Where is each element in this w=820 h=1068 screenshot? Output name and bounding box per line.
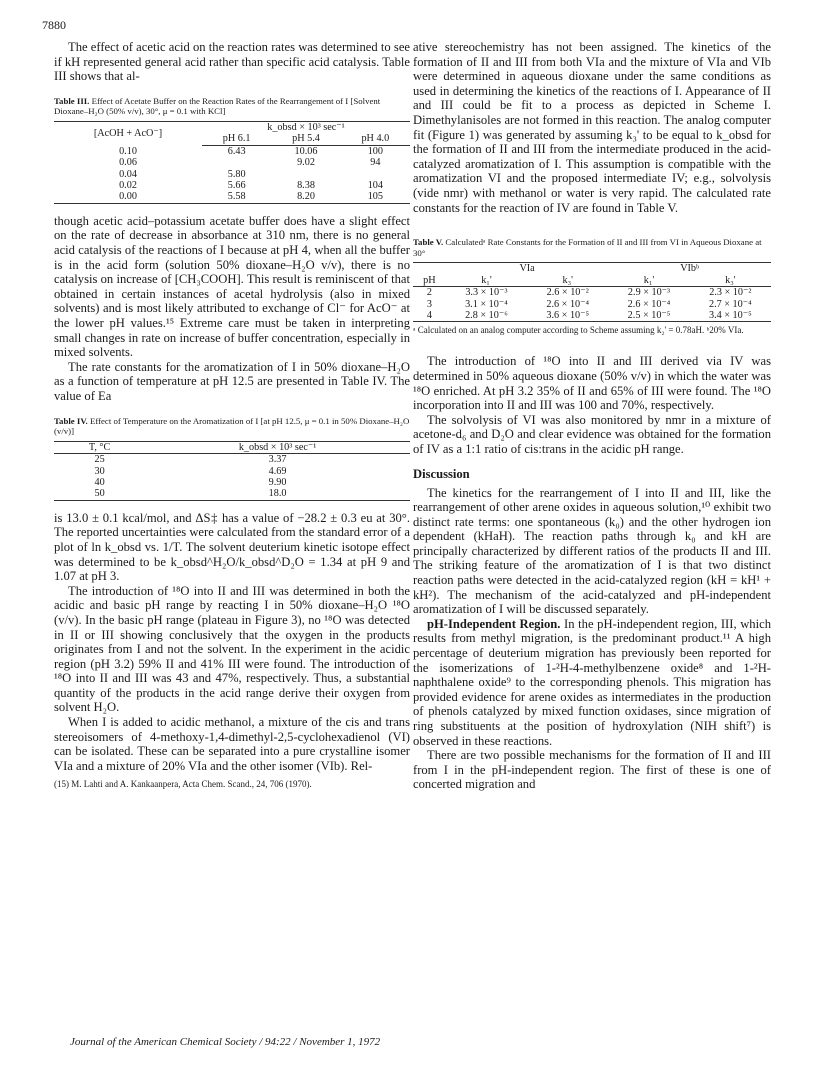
table-row [54,454,410,466]
cell: 3 [426,298,432,310]
table-header: k₁' [608,275,689,287]
cell [202,157,271,168]
table-row [54,477,410,488]
table-header: pH [413,275,446,287]
table-header [413,263,446,275]
table-header: k_obsd × 10³ sec⁻¹ [145,441,410,453]
table-v [413,262,771,322]
table-label: Table IV. [54,415,88,426]
paragraph [413,617,771,748]
table-header: pH 4.0 [341,133,410,145]
paragraph: When I is added to acidic methanol, a mixture of the cis and trans stereoisomers of 4-methoxy-1,4-dimethyl-2,5-cyclohexadienol (VI) can be isolated. These can be separated into a pure crystalline isomer VIa and a mixture of 20% VIa and the other isomer (VIb). Rel- [54,715,410,773]
cell: 4.69 [268,465,287,477]
cell: 2.5 × 10⁻⁵ [627,309,671,321]
table-iii-caption [54,96,410,117]
cell: 3.1 × 10⁻⁴ [465,298,508,310]
table-header: T, °C [54,441,145,453]
table-iii [54,121,410,204]
cell: 25 [94,454,105,466]
table-row [54,157,410,168]
table-row [413,299,771,310]
cell: 2 [426,287,432,299]
cell: 3.4 × 10⁻⁵ [708,309,752,321]
cell: 4 [426,309,432,321]
paragraph-text: In the pH-independent region, III, which results from methyl migration, is the predominant product.¹¹ A high percentage of deuterium migration has previously been reported for the isomerizations of 1-²H-4-methylbenzene oxide⁸ and 1-²H-naphthalene oxide⁹ to the corresponding phenols. This migration has provided evidence for arene oxides as intermediates in the production of phenols catalyzed by mixed function oxidases, since migration of ring substituents at the position of hydroxylation (NIH shift⁷) is observed in these reactions. [413,616,771,748]
section-heading: Discussion [413,466,470,481]
cell: 3.3 × 10⁻³ [465,287,508,299]
cell: 9.90 [268,476,287,488]
page-number: 7880 [42,18,66,32]
cell: 40 [94,476,105,488]
cell: 104 [367,180,383,191]
table-iv [54,441,410,501]
cell: 0.06 [119,157,137,169]
cell: 0.04 [119,168,137,180]
cell: 50 [94,488,105,500]
cell: 5.66 [227,180,246,191]
cell [341,169,410,180]
paragraph: There are two possible mechanisms for the formation of II and III from I in the pH-independent region. The first of these is one of concerted migration and [413,748,771,792]
table-row [54,180,410,191]
cell: 5.80 [227,168,246,180]
paragraph: The rate constants for the aromatization of I in 50% dioxane–H₂O as a function of temperature at pH 12.5 are presented in Table IV. The value of Ea [54,359,410,403]
table-iv-caption [54,416,410,437]
cell: 3.37 [268,454,287,466]
table-row [54,488,410,500]
paragraph: though acetic acid–potassium acetate buffer does have a slight effect on the rate of decrease in absorbance at 310 nm, there is no general acid catalysis of the reactions of I because at pH 4, when all the buffer is in the acid form (solution 50% dioxane–H₂O v/v), there is no catalysis on increase of [CH₃COOH]. This result is reminiscent of that obtained in certain instances of acetal hydrolysis (also in mixed solvents) and is most likely attributed to exchange of Cl⁻ for AcO⁻ at the lower pH values.¹⁵ Extreme care must be taken in interpreting small changes in rate on increase of buffer concentration, especially in mixed solvents. [54,213,410,360]
run-in-heading: pH-Independent Region. [427,616,561,631]
cell: 2.3 × 10⁻² [709,287,752,299]
cell: 2.9 × 10⁻³ [627,287,671,299]
table-header-group: VIbᵇ [680,263,700,275]
table-header: pH 5.4 [271,133,340,145]
cell: 2.7 × 10⁻⁴ [708,298,752,310]
table-label: Table V. [413,237,444,248]
table-header-group: k_obsd × 10³ sec⁻¹ [267,121,345,133]
table-row [54,145,410,157]
cell: 105 [367,191,383,203]
cell: 100 [367,145,383,157]
cell: 6.43 [227,145,246,157]
cell: 30 [94,465,105,477]
paragraph: The introduction of ¹⁸O into II and III was determined in both the acidic and basic pH range by reacting I in 50% dioxane–H₂O ¹⁸O (v/v). In the basic pH range (plateau in Figure 3), no ¹⁸O was detected in II or III showing conclusively that the oxygen in the products originates from I and not the solvent. In the experiment in the acidic region (pH 3.2) 59% II and 41% III were found. The introduction of ¹⁸O into II and III was 43 and 47%, respectively. Thus, a substantial quantity of the products in the acid range derive their oxygen from solvent H₂O. [54,583,410,715]
cell: 94 [370,157,381,169]
cell: 2.6 × 10⁻⁴ [546,298,590,310]
cell: 0.02 [119,180,137,191]
right-column [413,40,771,792]
table-caption-text: Effect of Acetate Buffer on the Reaction Rates of the Rearrangement of I [Solvent Dioxane–H₂O (50% v/v), 30°, μ = 0.1 with KCl] [54,95,381,117]
cell [271,169,340,180]
cell: 10.06 [294,145,318,157]
table-header: k₃' [527,275,608,287]
table-header: [AcOH + AcO⁻] [93,127,163,139]
cell: 2.6 × 10⁻⁴ [627,298,671,310]
table-row [413,287,771,299]
cell: 0.10 [119,145,137,157]
footnote: (15) M. Lahti and A. Kankaanpera, Acta Chem. Scand., 24, 706 (1970). [54,779,312,790]
paragraph: The solvolysis of VI was also monitored by nmr in a mixture of acetone-d₆ and D₂O and clear evidence was obtained for the formation of IV as a 1:1 ratio of cis:trans in the acidic pH range. [413,412,771,456]
table-row [54,191,410,203]
table-row [413,310,771,322]
cell: 0.00 [119,191,137,203]
left-column [54,40,410,790]
cell: 9.02 [297,157,315,169]
cell: 5.58 [227,191,246,203]
table-caption-text: Calculatedᵃ Rate Constants for the Formation of II and III from VI in Aqueous Dioxane at 30° [413,237,762,258]
paragraph: The introduction of ¹⁸O into II and III derived via IV was determined in 50% aqueous dioxane (50% v/v) in which the water was ¹⁸O enriched. At pH 3.2 35% of II and 65% of III were found. The ¹⁸O incorporation into II and III was 100 and 70%, respectively. [413,354,771,413]
cell: 8.38 [297,180,315,191]
paragraph: The effect of acetic acid on the reaction rates was determined to see if kH represented general acid rather than specific acid catalysis. Table III shows that al- [54,40,410,84]
cell: 2.8 × 10⁻⁶ [465,309,508,321]
table-caption-text: Effect of Temperature on the Aromatization of I [at pH 12.5, μ = 0.1 in 50% Dioxane–H₂O (v/v)] [54,415,410,437]
table-header: pH 6.1 [202,133,271,145]
cell: 3.6 × 10⁻⁵ [546,309,590,321]
table-v-caption [413,237,771,258]
table-header: k₁' [446,275,527,287]
table-label: Table III. [54,95,90,106]
paragraph: ative stereochemistry has not been assigned. The kinetics of the formation of II and III from both VIa and the mixture of VIa and VIb were determined in aqueous dioxane under the same conditions as used in determining the kinetics of the reactions of I. Appearance of II and III could be fit to a process as depicted in Scheme I. Dimethylanisoles are not formed in this reaction. The analog computer fit (Figure 1) was generated by assuming k₃' to be equal to k_obsd for the formation of II and III from the intermediate produced in the acid-catalyzed aromatization of I. This assumption is compatible with the aromatization VI and the proposed intermediate IV; e.g., solvolysis (vide nmr) with methanol or water is very rapid. The calculated rate constants for the reaction of IV are found in Table V. [413,40,771,215]
table-row [54,169,410,180]
table-row [54,466,410,477]
paragraph: is 13.0 ± 0.1 kcal/mol, and ΔS‡ has a value of −28.2 ± 0.3 eu at 30°. The reported uncertainties were calculated from the standard error of a plot of ln k_obsd vs. 1/T. The solvent deuterium kinetic isotope effect was determined to be k_obsd^H₂O/k_obsd^D₂O = 1.34 at pH 9 and 1.07 at pH 3. [54,510,410,584]
table-footnote: ᵃ Calculated on an analog computer according to Scheme assuming k₂' = 0.78aH. ᵇ20% VIa. [413,325,744,336]
table-header: k₃' [690,275,771,287]
cell: 2.6 × 10⁻² [546,287,589,299]
journal-footer: Journal of the American Chemical Society / 94:22 / November 1, 1972 [70,1036,381,1048]
cell: 18.0 [268,488,287,500]
cell: 8.20 [297,191,315,203]
paragraph: The kinetics for the rearrangement of I into II and III, like the rearrangement of other arene oxides in aqueous solution,¹⁰ exhibit two distinct rate terms: one spontaneous (k₀) and the other hydrogen ion dependent (kHaH). The reaction paths through k₀ and kH are principally characterized by different ratios of the products II and III. The striking feature of the aromatization of I is that two distinct reaction paths were detected in the acid-catalyzed region (kH = kH¹ + kH²). The mechanism of the acid-catalyzed and pH-independent aromatization of I will be discussed separately. [413,485,771,617]
table-header-group: VIa [519,263,535,275]
